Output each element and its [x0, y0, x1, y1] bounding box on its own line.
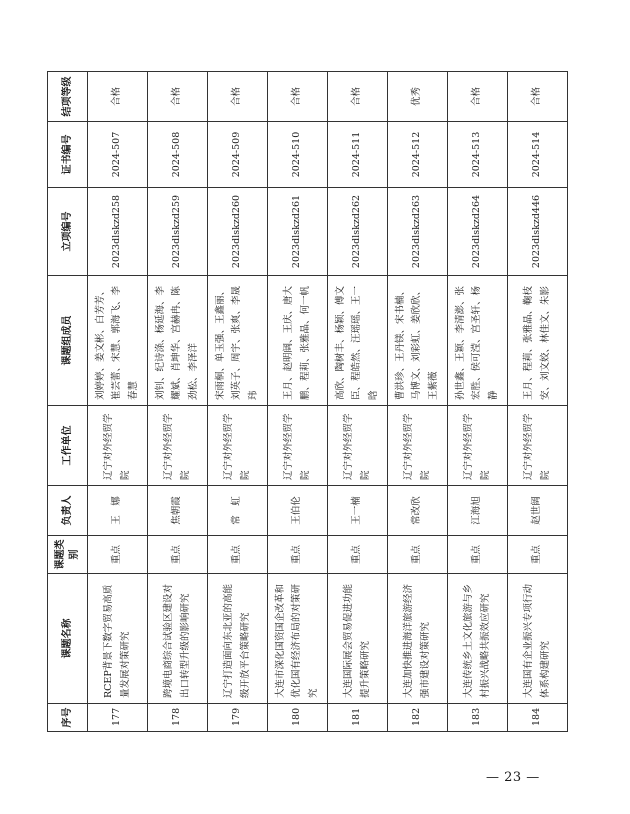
cell-cert-no: 2024-512 [388, 122, 448, 188]
header-members: 课题组成员 [48, 276, 88, 406]
cell-leader: 王 娜 [88, 486, 148, 536]
cell-grade: 合格 [448, 72, 508, 122]
cell-leader: 江海旭 [448, 486, 508, 536]
cell-unit: 辽宁对外经贸学院 [388, 406, 448, 486]
cell-seq: 178 [148, 704, 208, 732]
project-results-table [47, 71, 568, 732]
cell-unit: 辽宁对外经贸学院 [448, 406, 508, 486]
cell-category: 重点 [268, 536, 328, 574]
cell-title: 跨境电商综合试验区建设对出口转型升级的影响研究 [148, 574, 208, 704]
cell-category: 重点 [208, 536, 268, 574]
header-grade: 结项等级 [48, 72, 88, 122]
cell-project-no: 2023dlskzd260 [208, 188, 268, 276]
cell-cert-no: 2024-510 [268, 122, 328, 188]
cell-seq: 180 [268, 704, 328, 732]
cell-unit: 辽宁对外经贸学院 [148, 406, 208, 486]
header-category: 课题类别 [48, 536, 88, 574]
cell-members: 孙世鑫、王颖、李清澎、张宏胜、侯可滢、宫圣轩、杨静 [448, 276, 508, 406]
cell-members: 宋雨桐、单玉强、王鑫丽、刘英子、周宇、张爽、李晟玮 [208, 276, 268, 406]
cell-unit: 辽宁对外经贸学院 [508, 406, 568, 486]
cell-category: 重点 [388, 536, 448, 574]
cell-project-no: 2023dlskzd261 [268, 188, 328, 276]
header-cert-no: 证书编号 [48, 122, 88, 188]
cell-seq: 182 [388, 704, 448, 732]
cell-leader: 王一楠 [328, 486, 388, 536]
cell-seq: 183 [448, 704, 508, 732]
cell-title: 辽宁打造面向东北亚的高能级开放平台策略研究 [208, 574, 268, 704]
cell-leader: 王伯伦 [268, 486, 328, 536]
table-row [388, 72, 448, 732]
cell-grade: 合格 [148, 72, 208, 122]
cell-unit: 辽宁对外经贸学院 [268, 406, 328, 486]
cell-cert-no: 2024-509 [208, 122, 268, 188]
cell-title: 大连国际展会贸易促进功能提升策略研究 [328, 574, 388, 704]
cell-cert-no: 2024-507 [88, 122, 148, 188]
cell-category: 重点 [508, 536, 568, 574]
table-row [448, 72, 508, 732]
header-leader: 负责人 [48, 486, 88, 536]
cell-title: 大连加快推进海洋旅游经济强市建设对策研究 [388, 574, 448, 704]
cell-members: 王月、赵明阔、王庆、唐大鹏、程莉、张雅晶、何一帆 [268, 276, 328, 406]
cell-seq: 177 [88, 704, 148, 732]
page-number: — 23 — [486, 770, 540, 785]
cell-leader: 焦朝霞 [148, 486, 208, 536]
cell-project-no: 2023dlskzd258 [88, 188, 148, 276]
cell-cert-no: 2024-508 [148, 122, 208, 188]
cell-grade: 合格 [88, 72, 148, 122]
table-row [508, 72, 568, 732]
header-title: 课题名称 [48, 574, 88, 704]
cell-grade: 合格 [508, 72, 568, 122]
cell-seq: 179 [208, 704, 268, 732]
header-seq: 序号 [48, 704, 88, 732]
cell-members: 王月、程莉、张雅晶、鞠枝安、刘文姣、林佳文、朱影 [508, 276, 568, 406]
cell-project-no: 2023dlskzd263 [388, 188, 448, 276]
cell-title: 大连国有企业振兴专项行动体系构建研究 [508, 574, 568, 704]
cell-cert-no: 2024-514 [508, 122, 568, 188]
cell-category: 重点 [328, 536, 388, 574]
cell-unit: 辽宁对外经贸学院 [328, 406, 388, 486]
cell-leader: 常 虹 [208, 486, 268, 536]
cell-category: 重点 [148, 536, 208, 574]
cell-cert-no: 2024-511 [328, 122, 388, 188]
cell-seq: 184 [508, 704, 568, 732]
table-row [88, 72, 148, 732]
cell-cert-no: 2024-513 [448, 122, 508, 188]
cell-project-no: 2023dlskzd446 [508, 188, 568, 276]
cell-unit: 辽宁对外经贸学院 [208, 406, 268, 486]
table-row [208, 72, 268, 732]
cell-members: 刘婷婷、姜文彬、白芳芳、崔芸蕾、宋慧、郭海飞、李春慧 [88, 276, 148, 406]
cell-category: 重点 [88, 536, 148, 574]
cell-project-no: 2023dlskzd262 [328, 188, 388, 276]
cell-unit: 辽宁对外经贸学院 [88, 406, 148, 486]
table-row [328, 72, 388, 732]
rotated-table-container [47, 72, 567, 732]
table-row [268, 72, 328, 732]
cell-title: 大连市深化国资国企改革和优化国有经济布局的对策研究 [268, 574, 328, 704]
cell-grade: 合格 [208, 72, 268, 122]
header-unit: 工作单位 [48, 406, 88, 486]
cell-category: 重点 [448, 536, 508, 574]
cell-grade: 合格 [268, 72, 328, 122]
cell-members: 曹洪珍、王丹镁、宋书楠、马博文、刘彩虹、姜欣欣、王紫薇 [388, 276, 448, 406]
cell-leader: 常改欣 [388, 486, 448, 536]
cell-project-no: 2023dlskzd264 [448, 188, 508, 276]
cell-members: 高欣、陶树丰、杨颖、傅文臣、程皓然、汪瑶瑶、王一晗 [328, 276, 388, 406]
cell-leader: 赵世阔 [508, 486, 568, 536]
cell-project-no: 2023dlskzd259 [148, 188, 208, 276]
header-project-no: 立项编号 [48, 188, 88, 276]
cell-title: RCEP背景下数字贸易高质量发展对策研究 [88, 574, 148, 704]
cell-title: 大连传统乡土文化旅游与乡村振兴战略共振效应研究 [448, 574, 508, 704]
cell-members: 刘钊、纪诗涤、杨延海、李耀斌、肖坤华、宫赫冉、陈劲松、李泽洋 [148, 276, 208, 406]
table-header-row [48, 72, 88, 732]
cell-seq: 181 [328, 704, 388, 732]
cell-grade: 优秀 [388, 72, 448, 122]
cell-grade: 合格 [328, 72, 388, 122]
table-row [148, 72, 208, 732]
